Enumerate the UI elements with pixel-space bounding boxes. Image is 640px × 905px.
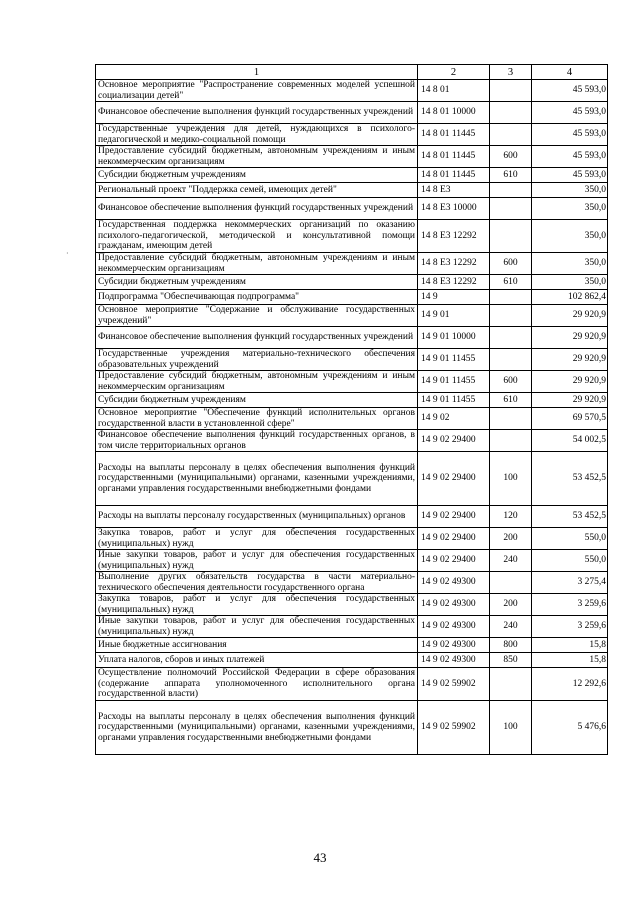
table-row (96, 452, 608, 506)
row-amount: 69 570,5 (532, 408, 608, 430)
row-expense-type (490, 305, 532, 327)
row-expense-type: 600 (490, 371, 532, 393)
row-name: Закупка товаров, работ и услуг для обеспечения государственных (муниципальных) нужд (96, 528, 418, 550)
table-row (96, 408, 608, 430)
row-expense-type: 610 (490, 168, 532, 183)
row-expense-type: 100 (490, 701, 532, 755)
row-expense-type (490, 183, 532, 198)
table-row (96, 183, 608, 198)
row-amount: 350,0 (532, 253, 608, 275)
row-expense-type (490, 102, 532, 124)
row-amount: 3 275,4 (532, 572, 608, 594)
row-code: 14 8 01 10000 (418, 102, 490, 124)
row-amount: 45 593,0 (532, 124, 608, 146)
row-name: Субсидии бюджетным учреждениям (96, 168, 418, 183)
row-name: Выполнение других обязательств государства в части материально-технического обеспечения деятельности государственного органа (96, 572, 418, 594)
row-code: 14 8 01 11445 (418, 124, 490, 146)
row-code: 14 9 02 29400 (418, 430, 490, 452)
row-code: 14 8 Е3 12292 (418, 253, 490, 275)
row-code: 14 9 02 29400 (418, 550, 490, 572)
row-amount: 15,8 (532, 638, 608, 653)
row-code: 14 8 Е3 10000 (418, 198, 490, 220)
table-row (96, 594, 608, 616)
row-amount: 102 862,4 (532, 290, 608, 305)
row-name: Иные бюджетные ассигнования (96, 638, 418, 653)
table-row (96, 349, 608, 371)
row-expense-type: 800 (490, 638, 532, 653)
page-number: 43 (313, 850, 327, 865)
row-expense-type (490, 408, 532, 430)
row-name: Финансовое обеспечение выполнения функций государственных учреждений (96, 102, 418, 124)
row-expense-type (490, 80, 532, 102)
table-row (96, 198, 608, 220)
row-name: Основное мероприятие "Распространение современных моделей успешной социализации детей" (96, 80, 418, 102)
row-code: 14 9 02 59902 (418, 701, 490, 755)
table-row (96, 572, 608, 594)
row-expense-type (490, 572, 532, 594)
row-code: 14 9 02 49300 (418, 653, 490, 668)
row-amount: 350,0 (532, 198, 608, 220)
header-col-2: 2 (418, 65, 490, 80)
table-row (96, 146, 608, 168)
table-row (96, 528, 608, 550)
row-expense-type (490, 124, 532, 146)
row-expense-type: 240 (490, 550, 532, 572)
row-expense-type: 600 (490, 253, 532, 275)
row-amount: 29 920,9 (532, 305, 608, 327)
row-expense-type: 600 (490, 146, 532, 168)
header-col-3: 3 (490, 65, 532, 80)
row-expense-type: 240 (490, 616, 532, 638)
row-amount: 5 476,6 (532, 701, 608, 755)
row-expense-type (490, 349, 532, 371)
row-name: Иные закупки товаров, работ и услуг для обеспечения государственных (муниципальных) нужд (96, 550, 418, 572)
row-code: 14 9 02 49300 (418, 572, 490, 594)
table-row (96, 393, 608, 408)
row-code: 14 8 01 11445 (418, 146, 490, 168)
row-name: Государственные учреждения для детей, нуждающихся в психолого-педагогической и медико-социальной помощи (96, 124, 418, 146)
table-row (96, 275, 608, 290)
row-name: Предоставление субсидий бюджетным, автономным учреждениям и иным некоммерческим организациям (96, 146, 418, 168)
row-name: Государственные учреждения материально-технического обеспечения образовательных учреждений (96, 349, 418, 371)
row-name: Региональный проект "Поддержка семей, имеющих детей" (96, 183, 418, 198)
row-expense-type (490, 327, 532, 349)
table-row (96, 616, 608, 638)
row-amount: 350,0 (532, 275, 608, 290)
row-amount: 29 920,9 (532, 371, 608, 393)
row-code: 14 9 01 (418, 305, 490, 327)
table-row (96, 506, 608, 528)
row-name: Расходы на выплаты персоналу в целях обеспечения выполнения функций государственными (муниципальными) органами, казенными учреждениями, органами управления государственными внебюджетными фондами (96, 452, 418, 506)
row-code: 14 9 01 11455 (418, 371, 490, 393)
table-row (96, 253, 608, 275)
row-code: 14 9 02 49300 (418, 638, 490, 653)
row-expense-type: 850 (490, 653, 532, 668)
row-code: 14 9 01 11455 (418, 393, 490, 408)
table-row (96, 220, 608, 253)
margin-mark: · (66, 249, 69, 258)
row-amount: 12 292,6 (532, 668, 608, 701)
row-amount: 53 452,5 (532, 506, 608, 528)
table-row (96, 124, 608, 146)
row-amount: 550,0 (532, 550, 608, 572)
row-expense-type (490, 290, 532, 305)
row-amount: 29 920,9 (532, 327, 608, 349)
row-name: Расходы на выплаты персоналу государственных (муниципальных) органов (96, 506, 418, 528)
row-code: 14 8 Е3 12292 (418, 275, 490, 290)
row-name: Закупка товаров, работ и услуг для обеспечения государственных (муниципальных) нужд (96, 594, 418, 616)
row-expense-type: 610 (490, 393, 532, 408)
row-name: Основное мероприятие "Содержание и обслуживание государственных учреждений" (96, 305, 418, 327)
row-expense-type (490, 430, 532, 452)
row-expense-type: 120 (490, 506, 532, 528)
table-row (96, 102, 608, 124)
row-name: Финансовое обеспечение выполнения функций государственных учреждений (96, 327, 418, 349)
row-amount: 350,0 (532, 183, 608, 198)
row-code: 14 8 01 11445 (418, 168, 490, 183)
row-expense-type: 610 (490, 275, 532, 290)
row-name: Финансовое обеспечение выполнения функций государственных органов, в том числе территориальных органов (96, 430, 418, 452)
row-amount: 3 259,6 (532, 616, 608, 638)
row-amount: 45 593,0 (532, 168, 608, 183)
row-expense-type: 200 (490, 594, 532, 616)
row-name: Осуществление полномочий Российской Федерации в сфере образования (содержание аппарата уполномоченного исполнительного органа государственной власти) (96, 668, 418, 701)
budget-table (95, 64, 608, 755)
table-row (96, 701, 608, 755)
table-row (96, 653, 608, 668)
header-col-4: 4 (532, 65, 608, 80)
row-amount: 54 002,5 (532, 430, 608, 452)
row-amount: 45 593,0 (532, 146, 608, 168)
row-code: 14 8 01 (418, 80, 490, 102)
row-expense-type (490, 220, 532, 253)
row-code: 14 9 02 59902 (418, 668, 490, 701)
row-code: 14 9 02 (418, 408, 490, 430)
row-amount: 45 593,0 (532, 102, 608, 124)
row-amount: 29 920,9 (532, 393, 608, 408)
table-row (96, 290, 608, 305)
header-col-1: 1 (96, 65, 418, 80)
row-amount: 45 593,0 (532, 80, 608, 102)
row-amount: 350,0 (532, 220, 608, 253)
row-code: 14 8 Е3 (418, 183, 490, 198)
row-name: Предоставление субсидий бюджетным, автономным учреждениям и иным некоммерческим организациям (96, 253, 418, 275)
row-expense-type (490, 198, 532, 220)
row-name: Субсидии бюджетным учреждениям (96, 275, 418, 290)
row-code: 14 9 01 11455 (418, 349, 490, 371)
row-name: Основное мероприятие "Обеспечение функций исполнительных органов государственной власти в установленной сфере" (96, 408, 418, 430)
row-code: 14 9 02 29400 (418, 452, 490, 506)
row-code: 14 8 Е3 12292 (418, 220, 490, 253)
row-amount: 29 920,9 (532, 349, 608, 371)
table-row (96, 638, 608, 653)
row-code: 14 9 01 10000 (418, 327, 490, 349)
row-code: 14 9 (418, 290, 490, 305)
row-code: 14 9 02 49300 (418, 616, 490, 638)
table-row (96, 371, 608, 393)
row-name: Уплата налогов, сборов и иных платежей (96, 653, 418, 668)
row-expense-type (490, 668, 532, 701)
row-name: Расходы на выплаты персоналу в целях обеспечения выполнения функций государственными (муниципальными) органами, казенными учреждениями, органами управления государственными внебюджетными фондами (96, 701, 418, 755)
row-amount: 53 452,5 (532, 452, 608, 506)
row-amount: 550,0 (532, 528, 608, 550)
row-code: 14 9 02 49300 (418, 594, 490, 616)
row-name: Субсидии бюджетным учреждениям (96, 393, 418, 408)
table-header-row (96, 65, 608, 80)
row-name: Государственная поддержка некоммерческих организаций по оказанию психолого-педагогической, методической и консультативной помощи гражданам, имеющим детей (96, 220, 418, 253)
table-row (96, 80, 608, 102)
row-expense-type: 100 (490, 452, 532, 506)
table-row (96, 305, 608, 327)
row-name: Иные закупки товаров, работ и услуг для обеспечения государственных (муниципальных) нужд (96, 616, 418, 638)
row-amount: 3 259,6 (532, 594, 608, 616)
table-row (96, 668, 608, 701)
row-expense-type: 200 (490, 528, 532, 550)
row-name: Финансовое обеспечение выполнения функций государственных учреждений (96, 198, 418, 220)
table-row (96, 430, 608, 452)
table-row (96, 168, 608, 183)
table-row (96, 550, 608, 572)
row-code: 14 9 02 29400 (418, 528, 490, 550)
row-name: Предоставление субсидий бюджетным, автономным учреждениям и иным некоммерческим организациям (96, 371, 418, 393)
row-amount: 15,8 (532, 653, 608, 668)
row-code: 14 9 02 29400 (418, 506, 490, 528)
row-name: Подпрограмма "Обеспечивающая подпрограмма" (96, 290, 418, 305)
table-row (96, 327, 608, 349)
